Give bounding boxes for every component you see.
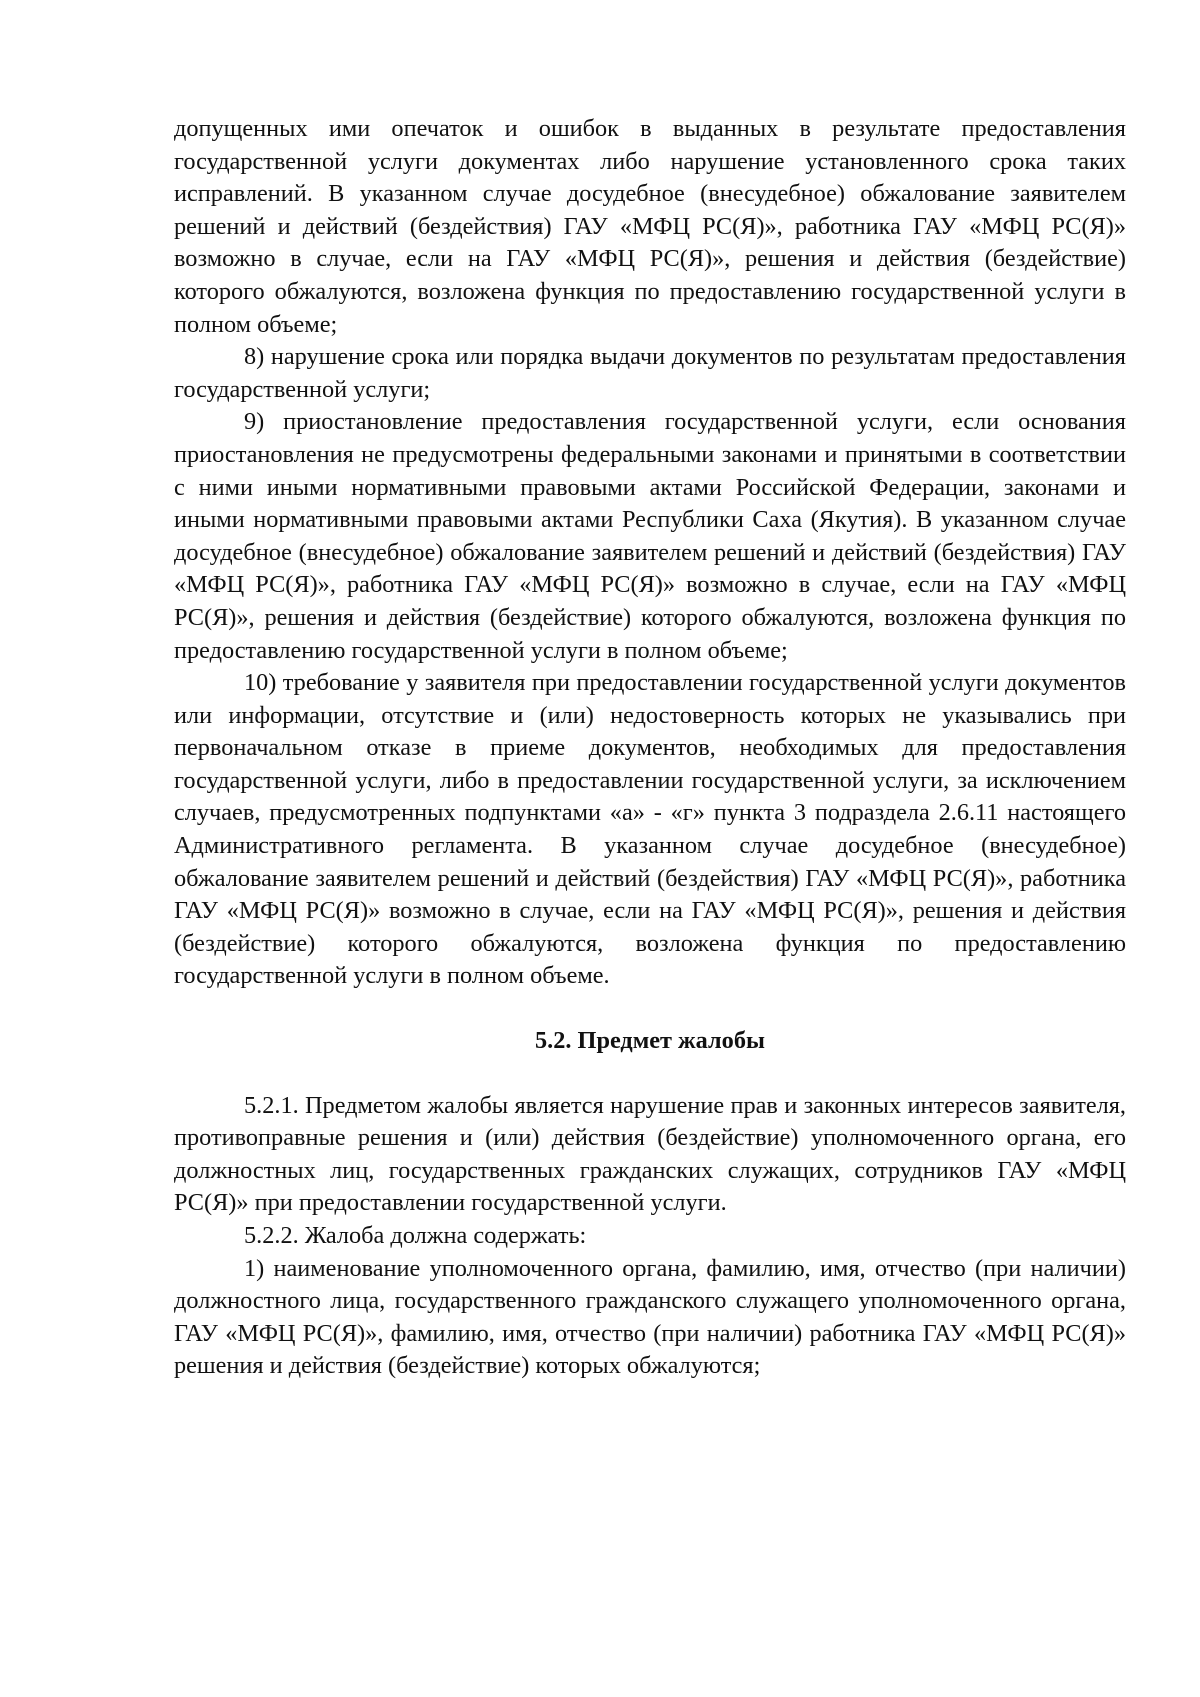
list-item-9: 9) приостановление предоставления государственной услуги, если основания приостановления не предусмотрены федеральными законами и принятыми в соответствии с ними иными нормативными правовыми актами Российской Федерации, законами и иными нормативными правовыми актами Республики Саха (Якутия). В указанном случае досудебное (внесудебное) обжалование заявителем решений и действий (бездействия) ГАУ «МФЦ РС(Я)», работника ГАУ «МФЦ РС(Я)» возможно в случае, если на ГАУ «МФЦ РС(Я)», решения и действия (бездействие) которого обжалуются, возложена функция по предоставлению государственной услуги в полном объеме; <box>174 408 1126 664</box>
paragraph-5-2-1: 5.2.1. Предметом жалобы является нарушение прав и законных интересов заявителя, противоправные решения и (или) действия (бездействие) уполномоченного органа, его должностных лиц, государственных гражданских служащих, сотрудников ГАУ «МФЦ РС(Я)» при предоставлении государственной услуги. <box>174 1091 1126 1217</box>
list-item-1: 1) наименование уполномоченного органа, фамилию, имя, отчество (при наличии) должностного лица, государственного гражданского служащего уполномоченного органа, ГАУ «МФЦ РС(Я)», фамилию, имя, отчество (при наличии) работника ГАУ «МФЦ РС(Я)» решения и действия (бездействие) которых обжалуются; <box>174 1254 1126 1380</box>
continuation-paragraph: допущенных ими опечаток и ошибок в выданных в результате предоставления государственной услуги документах либо нарушение установленного срока таких исправлений. В указанном случае досудебное (внесудебное) обжалование заявителем решений и действий (бездействия) ГАУ «МФЦ РС(Я)», работника ГАУ «МФЦ РС(Я)» возможно в случае, если на ГАУ «МФЦ РС(Я)», решения и действия (бездействие) которого обжалуются, возложена функция по предоставлению государственной услуги в полном объеме; <box>174 115 1126 338</box>
section-heading: 5.2. Предмет жалобы <box>535 1027 765 1055</box>
paragraph-5-2-2: 5.2.2. Жалоба должна содержать: <box>244 1222 587 1249</box>
spacer <box>174 993 1126 1025</box>
spacer <box>174 1058 1126 1090</box>
list-item-8: 8) нарушение срока или порядка выдачи документов по результатам предоставления государственной услуги; <box>174 343 1126 403</box>
list-item-10: 10) требование у заявителя при предоставлении государственной услуги документов или информации, отсутствие и (или) недостоверность которых не указывались при первоначальном отказе в приеме документов, необходимых для предоставления государственной услуги, либо в предоставлении государственной услуги, за исключением случаев, предусмотренных подпунктами «а» - «г» пункта 3 подраздела 2.6.11 настоящего Административного регламента. В указанном случае досудебное (внесудебное) обжалование заявителем решений и действий (бездействия) ГАУ «МФЦ РС(Я)», работника ГАУ «МФЦ РС(Я)» возможно в случае, если на ГАУ «МФЦ РС(Я)», решения и действия (бездействие) которого обжалуются, возложена функция по предоставлению государственной услуги в полном объеме. <box>174 669 1126 990</box>
document-body <box>174 113 1126 1383</box>
